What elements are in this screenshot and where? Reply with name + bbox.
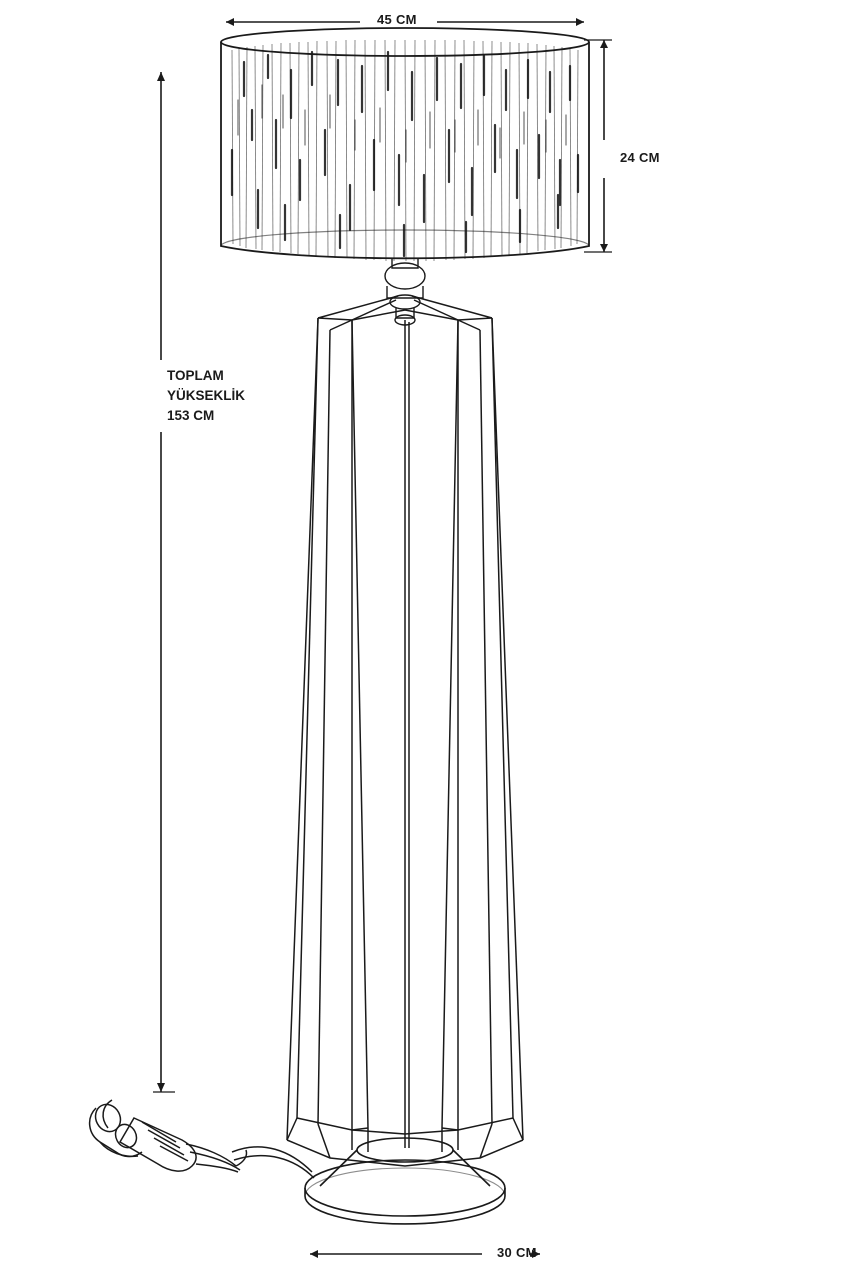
dimension-label-shade-width: 45 CM (377, 12, 417, 27)
dimension-label-total-height (167, 366, 245, 426)
total-height-line-2: YÜKSEKLİK (167, 388, 246, 403)
power-plug (90, 1100, 247, 1172)
dimension-label-shade-height: 24 CM (620, 150, 660, 165)
power-cord (232, 1147, 314, 1178)
lamp-shade (221, 28, 589, 261)
lamp-center-rod (405, 320, 409, 1148)
total-height-value: 153 CM (167, 408, 215, 423)
lamp-base (305, 1138, 505, 1224)
lamp-socket (385, 258, 425, 325)
dimension-line-total-height (153, 72, 175, 1092)
dimension-label-base-diameter: 30 CM (497, 1245, 537, 1260)
total-height-line-1: TOPLAM (167, 368, 224, 383)
